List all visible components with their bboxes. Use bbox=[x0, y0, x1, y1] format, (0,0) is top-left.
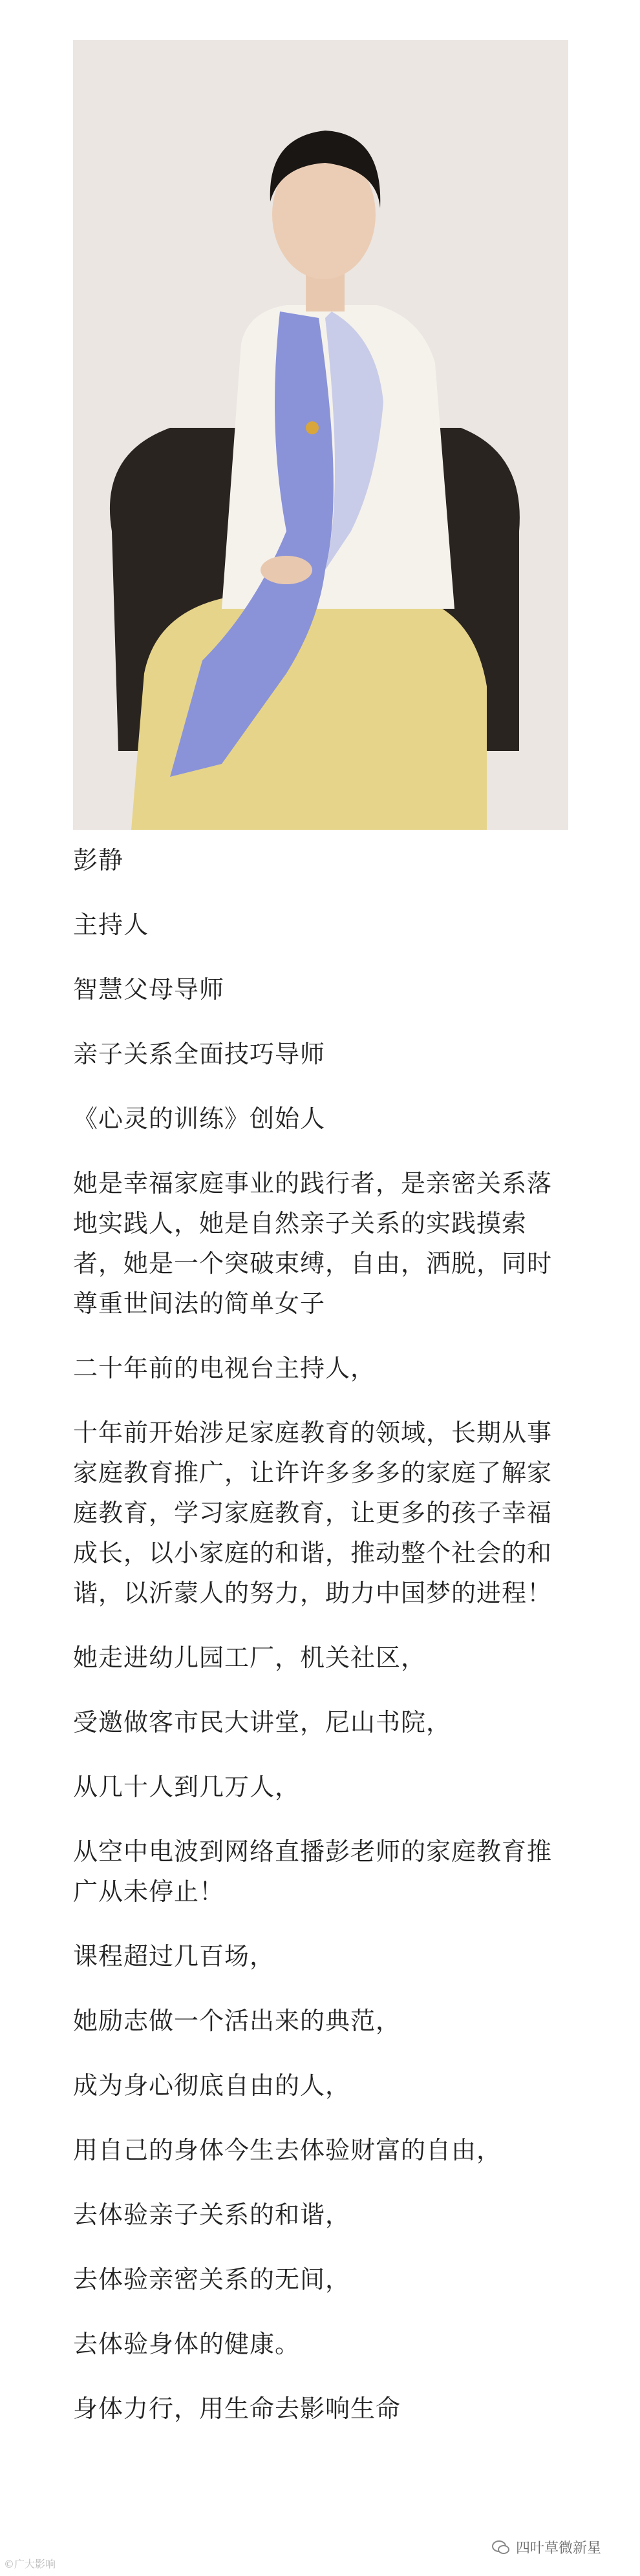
bio-paragraph: 她走进幼儿园工厂，机关社区， bbox=[73, 1643, 427, 1672]
bio-paragraph: 她是幸福家庭事业的践行者，是亲密关系落地实践人，她是自然亲子关系的实践摸索者，她是一个突破束缚，自由，洒脱，同时尊重世间法的简单女子 bbox=[73, 1169, 553, 1318]
bio-paragraph: 去体验亲密关系的无间， bbox=[73, 2265, 351, 2294]
bio-paragraph: 去体验身体的健康。 bbox=[73, 2330, 301, 2358]
bio-paragraph: 身体力行，用生命去影响生命 bbox=[73, 2394, 401, 2423]
title-line: 智慧父母导师 bbox=[73, 975, 225, 1004]
title-line: 亲子关系全面技巧导师 bbox=[73, 1040, 326, 1068]
bio-paragraph: 课程超过几百场， bbox=[73, 1942, 275, 1970]
account-name: 四叶草微新星 bbox=[516, 2540, 602, 2557]
bio-paragraph: 从空中电波到网络直播彭老师的家庭教育推广从未停止！ bbox=[73, 1837, 553, 1906]
name-line: 彭静 bbox=[73, 846, 124, 874]
bio-paragraph: 用自己的身体今生去体验财富的自由， bbox=[73, 2136, 502, 2164]
bio-paragraph: 从几十人到几万人， bbox=[73, 1773, 301, 1801]
title-line: 主持人 bbox=[73, 911, 149, 939]
bio-paragraph: 她励志做一个活出来的典范， bbox=[73, 2007, 401, 2035]
bio-paragraph: 十年前开始涉足家庭教育的领域，长期从事家庭教育推广，让许许多多多的家庭了解家庭教育，学习家庭教育，让更多的孩子幸福成长，以小家庭的和谐，推动整个社会的和谐，以沂蒙人的努力，助力中国梦的进程！ bbox=[73, 1419, 553, 1607]
account-watermark bbox=[491, 2537, 601, 2557]
bio-paragraph: 去体验亲子关系的和谐， bbox=[73, 2201, 351, 2229]
bio-paragraph: 二十年前的电视台主持人， bbox=[73, 1354, 376, 1382]
title-line: 《心灵的训练》创始人 bbox=[73, 1104, 326, 1133]
portrait-photo bbox=[73, 40, 568, 830]
source-watermark: ©广大影响 bbox=[4, 2558, 56, 2570]
bio-paragraph: 受邀做客市民大讲堂，尼山书院， bbox=[73, 1708, 452, 1737]
wechat-icon bbox=[491, 2538, 511, 2557]
portrait-illustration bbox=[73, 40, 568, 830]
profile-text bbox=[73, 840, 571, 2453]
bio-paragraph: 成为身心彻底自由的人， bbox=[73, 2071, 351, 2100]
